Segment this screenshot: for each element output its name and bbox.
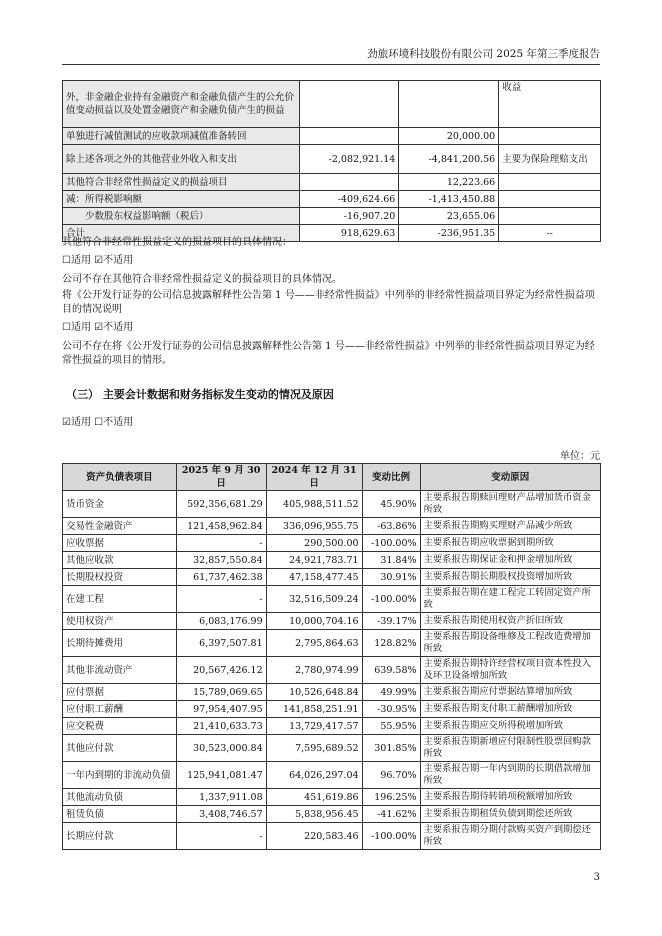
reason-cell: 主要系报告期分期付款购买资产到期偿还所致 xyxy=(420,823,600,850)
applicability-checkbox: ☐适用 ☑不适用 xyxy=(62,322,134,333)
table-row xyxy=(63,630,601,657)
a-cell: 97,954,407.95 xyxy=(176,701,266,718)
b-cell: 290,500.00 xyxy=(266,535,362,552)
column-header: 2024 年 12 月 31 日 xyxy=(266,464,362,491)
b-cell: 64,026,297.04 xyxy=(266,762,362,789)
table-row xyxy=(63,81,601,128)
q3-cell: -16,907.20 xyxy=(300,208,399,225)
applicability-checkbox: ☐适用 ☑不适用 xyxy=(62,255,134,266)
a-cell: 6,397,507.81 xyxy=(176,630,266,657)
balance-sheet-changes-table xyxy=(62,463,601,850)
table-row xyxy=(63,762,601,789)
a-cell: 32,857,550.84 xyxy=(176,552,266,569)
ytd-cell: 12,223.66 xyxy=(399,174,499,191)
column-header: 变动比例 xyxy=(362,464,420,491)
reason-cell: 主要系报告期一年内到期的长期借款增加所致 xyxy=(420,762,600,789)
table-row xyxy=(63,823,601,850)
pct-cell: 45.90% xyxy=(362,491,420,518)
header-divider xyxy=(62,64,600,65)
b-cell: 7,595,689.52 xyxy=(266,735,362,762)
q3-cell: 918,629.63 xyxy=(300,225,399,242)
b-cell: 405,988,511.52 xyxy=(266,491,362,518)
item-cell: 长期应付款 xyxy=(63,823,177,850)
pct-cell: -41.62% xyxy=(362,806,420,823)
reason-cell: 主要系报告期应收票据到期所致 xyxy=(420,535,600,552)
reason-cell: 主要系报告期购买理财产品减少所致 xyxy=(420,518,600,535)
a-cell: - xyxy=(176,586,266,613)
b-cell: 13,729,417.57 xyxy=(266,718,362,735)
reason-cell: 主要系报告期应交所得税增加所致 xyxy=(420,718,600,735)
item-cell: 长期待摊费用 xyxy=(63,630,177,657)
q3-cell xyxy=(300,128,399,145)
reason-cell: 主要系报告期在建工程完工转固定资产所致 xyxy=(420,586,600,613)
reason-cell: 主要系报告期租赁负债到期偿还所致 xyxy=(420,806,600,823)
b-cell: 47,158,477.45 xyxy=(266,569,362,586)
table-row xyxy=(63,657,601,684)
pct-cell: 31.84% xyxy=(362,552,420,569)
a-cell: 20,567,426.12 xyxy=(176,657,266,684)
pct-cell: 301.85% xyxy=(362,735,420,762)
page-number: 3 xyxy=(593,872,600,883)
pct-cell: -100.00% xyxy=(362,535,420,552)
a-cell: - xyxy=(176,823,266,850)
b-cell: 336,096,955.75 xyxy=(266,518,362,535)
q3-cell xyxy=(300,174,399,191)
table-row xyxy=(63,535,601,552)
reason-cell: 主要系报告期设备维修及工程改造费增加所致 xyxy=(420,630,600,657)
item-cell: 应付票据 xyxy=(63,684,177,701)
a-cell: 125,941,081.47 xyxy=(176,762,266,789)
note-cell: 主要为保险理赔支出 xyxy=(499,145,601,174)
report-header-title: 劲旅环境科技股份有限公司 2025 年第三季度报告 xyxy=(367,48,600,60)
item-cell: 外，非金融企业持有金融资产和金融负债产生的公允价值变动损益以及处置金融资产和金融负债产生的损益 xyxy=(63,81,300,128)
ytd-cell: 20,000.00 xyxy=(399,128,499,145)
item-cell: 单独进行减值测试的应收款项减值准备转回 xyxy=(63,128,300,145)
item-cell: 少数股东权益影响额（税后） xyxy=(63,208,300,225)
reason-cell: 主要系报告期新增应付限制性股票回购款所致 xyxy=(420,735,600,762)
table-row xyxy=(63,128,601,145)
b-cell: 2,780,974.99 xyxy=(266,657,362,684)
item-cell: 其他非流动资产 xyxy=(63,657,177,684)
a-cell: 3,408,746.57 xyxy=(176,806,266,823)
pct-cell: 196.25% xyxy=(362,789,420,806)
note-cell xyxy=(499,191,601,208)
a-cell: 21,410,633.73 xyxy=(176,718,266,735)
a-cell: 6,083,176.99 xyxy=(176,613,266,630)
item-cell: 减：所得税影响额 xyxy=(63,191,300,208)
pct-cell: 96.70% xyxy=(362,762,420,789)
item-cell: 其他应收款 xyxy=(63,552,177,569)
table-row xyxy=(63,613,601,630)
pct-cell: 639.58% xyxy=(362,657,420,684)
item-cell: 应交税费 xyxy=(63,718,177,735)
item-cell: 一年内到期的非流动负债 xyxy=(63,762,177,789)
item-cell: 应付职工薪酬 xyxy=(63,701,177,718)
item-cell: 其他流动负债 xyxy=(63,789,177,806)
paragraph: 其他符合非经常性损益定义的损益项目的具体情况： xyxy=(62,237,292,248)
item-cell: 在建工程 xyxy=(63,586,177,613)
a-cell: 121,458,962.84 xyxy=(176,518,266,535)
pct-cell: 30.91% xyxy=(362,569,420,586)
q3-cell: -409,624.66 xyxy=(300,191,399,208)
pct-cell: 128.82% xyxy=(362,630,420,657)
a-cell: 61,737,462.38 xyxy=(176,569,266,586)
item-cell: 应收票据 xyxy=(63,535,177,552)
pct-cell: 49.99% xyxy=(362,684,420,701)
note-cell xyxy=(499,128,601,145)
item-cell: 除上述各项之外的其他营业外收入和支出 xyxy=(63,145,300,174)
table-row xyxy=(63,145,601,174)
table-row xyxy=(63,552,601,569)
table-row xyxy=(63,735,601,762)
reason-cell: 主要系报告期应付票据结算增加所致 xyxy=(420,684,600,701)
pct-cell: -63.86% xyxy=(362,518,420,535)
table-row xyxy=(63,586,601,613)
pct-cell: 55.95% xyxy=(362,718,420,735)
unit-label: 单位：元 xyxy=(560,451,600,462)
b-cell: 32,516,509.24 xyxy=(266,586,362,613)
table-row xyxy=(63,569,601,586)
a-cell: 15,789,069.65 xyxy=(176,684,266,701)
note-cell: 收益 xyxy=(499,81,601,128)
b-cell: 2,795,864.63 xyxy=(266,630,362,657)
item-cell: 租赁负债 xyxy=(63,806,177,823)
b-cell: 220,583.46 xyxy=(266,823,362,850)
paragraph: 公司不存在将《公开发行证券的公司信息披露解释性公告第 1 号——非经常性损益》中列举的非经常性损益项目界定为经常性损益的项目的情形。 xyxy=(62,341,595,366)
reason-cell: 主要系报告期赎回理财产品增加货币资金所致 xyxy=(420,491,600,518)
item-cell: 货币资金 xyxy=(63,491,177,518)
ytd-cell: 23,655.06 xyxy=(399,208,499,225)
a-cell: 1,337,911.08 xyxy=(176,789,266,806)
column-header: 资产负债表项目 xyxy=(63,464,177,491)
table-row xyxy=(63,806,601,823)
note-cell xyxy=(499,208,601,225)
note-cell: -- xyxy=(499,225,601,242)
item-cell: 其他应付款 xyxy=(63,735,177,762)
section-heading: （三） 主要会计数据和财务指标发生变动的情况及原因 xyxy=(66,388,334,401)
ytd-cell: -1,413,450.88 xyxy=(399,191,499,208)
reason-cell: 主要系报告期长期股权投资增加所致 xyxy=(420,569,600,586)
a-cell: 30,523,000.84 xyxy=(176,735,266,762)
table-row xyxy=(63,789,601,806)
table-header-row xyxy=(63,464,601,491)
reason-cell: 主要系报告期支付职工薪酬增加所致 xyxy=(420,701,600,718)
table-row xyxy=(63,208,601,225)
a-cell: 592,356,681.29 xyxy=(176,491,266,518)
ytd-cell: -236,951.35 xyxy=(399,225,499,242)
ytd-cell: -4,841,200.56 xyxy=(399,145,499,174)
table-row xyxy=(63,191,601,208)
table-row xyxy=(63,174,601,191)
ytd-cell xyxy=(399,81,499,128)
q3-cell xyxy=(300,81,399,128)
b-cell: 451,619.86 xyxy=(266,789,362,806)
b-cell: 141,858,251.91 xyxy=(266,701,362,718)
q3-cell: -2,082,921.14 xyxy=(300,145,399,174)
table-row xyxy=(63,701,601,718)
column-header: 变动原因 xyxy=(420,464,600,491)
pct-cell: -100.00% xyxy=(362,823,420,850)
pct-cell: -39.17% xyxy=(362,613,420,630)
item-cell: 长期股权投资 xyxy=(63,569,177,586)
b-cell: 10,526,648.84 xyxy=(266,684,362,701)
item-cell: 合计 xyxy=(63,225,300,242)
paragraph: 公司不存在其他符合非经常性损益定义的损益项目的具体情况。 xyxy=(62,274,342,285)
a-cell: - xyxy=(176,535,266,552)
applicability-checkbox: ☑适用 ☐不适用 xyxy=(62,417,134,428)
item-cell: 使用权资产 xyxy=(63,613,177,630)
item-cell: 交易性金融资产 xyxy=(63,518,177,535)
b-cell: 24,921,783.71 xyxy=(266,552,362,569)
non-recurring-gains-table xyxy=(62,80,601,242)
column-header: 2025 年 9 月 30 日 xyxy=(176,464,266,491)
reason-cell: 主要系报告期待转销项税额增加所致 xyxy=(420,789,600,806)
table-row xyxy=(63,684,601,701)
b-cell: 10,000,704.16 xyxy=(266,613,362,630)
b-cell: 5,838,956.45 xyxy=(266,806,362,823)
table-row xyxy=(63,518,601,535)
reason-cell: 主要系报告期特许经营权项目资本性投入及环卫设备增加所致 xyxy=(420,657,600,684)
pct-cell: -30.95% xyxy=(362,701,420,718)
note-cell xyxy=(499,174,601,191)
table-row xyxy=(63,718,601,735)
table-row xyxy=(63,491,601,518)
item-cell: 其他符合非经常性损益定义的损益项目 xyxy=(63,174,300,191)
reason-cell: 主要系报告期保证金和押金增加所致 xyxy=(420,552,600,569)
pct-cell: -100.00% xyxy=(362,586,420,613)
reason-cell: 主要系报告期使用权资产折旧所致 xyxy=(420,613,600,630)
paragraph: 将《公开发行证券的公司信息披露解释性公告第 1 号——非经常性损益》中列举的非经常性损益项目界定为经常性损益项目的情况说明 xyxy=(62,290,595,315)
